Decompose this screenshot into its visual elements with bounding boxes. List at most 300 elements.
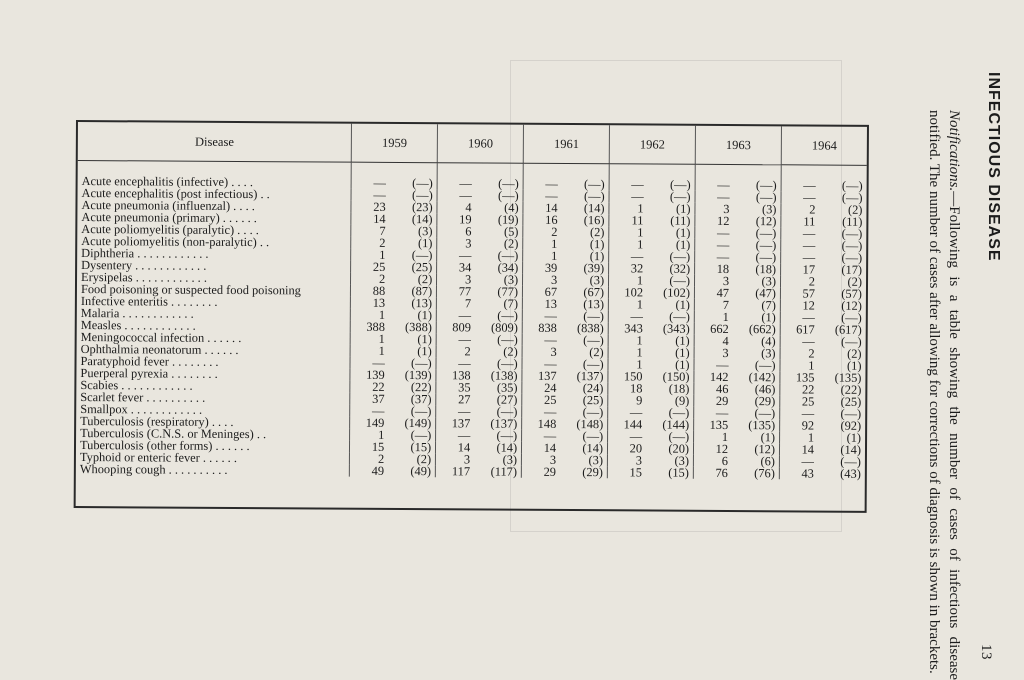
corrected-count: (—) xyxy=(411,356,432,371)
notified-count: 18 xyxy=(630,381,643,396)
corrected-count: (1) xyxy=(417,308,433,323)
notified-count: 12 xyxy=(717,213,730,228)
notified-count: — xyxy=(372,403,385,418)
notified-count: 1 xyxy=(636,345,643,360)
corrected-count: (2) xyxy=(589,345,604,360)
notified-count: 137 xyxy=(451,416,471,431)
corrected-count: (—) xyxy=(497,188,519,203)
notified-count: 23 xyxy=(373,199,386,214)
corrected-count: (39) xyxy=(583,261,605,276)
corrected-count: (—) xyxy=(496,404,518,419)
corrected-count: (22) xyxy=(840,382,862,397)
corrected-count: (3) xyxy=(502,452,518,467)
notified-count: 14 xyxy=(801,442,815,457)
notified-count: — xyxy=(715,405,729,420)
corrected-count: (3) xyxy=(761,202,777,217)
notified-count: 4 xyxy=(465,200,472,215)
corrected-count: (148) xyxy=(576,417,604,432)
corrected-count: (14) xyxy=(582,441,604,456)
notified-count: 3 xyxy=(465,236,472,251)
disease-name: Acute pneumonia (primary) . . . . . . xyxy=(77,211,351,225)
corrected-count: (4) xyxy=(504,200,519,215)
notified-count: — xyxy=(802,250,816,265)
corrected-count: (1) xyxy=(676,201,691,216)
corrected-count: (49) xyxy=(410,464,432,479)
notified-count: — xyxy=(802,334,815,349)
notified-count: 29 xyxy=(543,464,557,479)
corrected-count: (3) xyxy=(761,346,776,361)
notified-count: — xyxy=(717,189,730,204)
notified-count: 24 xyxy=(544,380,557,395)
year-cell xyxy=(437,163,523,190)
corrected-count: (3) xyxy=(418,224,433,239)
notified-count: 1 xyxy=(721,429,729,444)
section-heading: INFECTIOUS DISEASE xyxy=(985,72,1002,262)
header-1960: 1960 xyxy=(437,124,523,163)
notified-count: — xyxy=(801,454,814,469)
notified-count: 19 xyxy=(459,212,472,227)
corrected-count: (37) xyxy=(410,392,432,407)
notified-count: — xyxy=(457,428,471,443)
corrected-count: (139) xyxy=(404,368,432,383)
notified-count: 22 xyxy=(801,382,815,397)
notified-count: — xyxy=(544,332,557,347)
notified-count: 14 xyxy=(373,211,386,226)
header-disease: Disease xyxy=(78,122,352,162)
corrected-count: (22) xyxy=(410,380,432,395)
notified-count: — xyxy=(716,357,729,372)
corrected-count: (343) xyxy=(662,321,690,336)
notified-count: — xyxy=(803,190,816,205)
notified-count: 18 xyxy=(716,261,730,276)
corrected-count: (7) xyxy=(761,298,776,313)
corrected-count: (19) xyxy=(497,212,519,227)
notified-count: 2 xyxy=(551,224,558,239)
corrected-count: (—) xyxy=(840,454,861,469)
header-1959: 1959 xyxy=(351,124,437,163)
corrected-count: (838) xyxy=(576,321,604,336)
notified-count: 12 xyxy=(715,441,729,456)
notified-count: 1 xyxy=(808,358,815,373)
header-1962: 1962 xyxy=(609,125,695,164)
notified-count: 2 xyxy=(464,344,471,359)
disease-name: Erysipelas . . . . . . . . . . . . xyxy=(77,271,351,285)
corrected-count: (2) xyxy=(589,225,605,240)
corrected-count: (9) xyxy=(674,393,690,408)
corrected-count: (1) xyxy=(847,358,862,373)
disease-name: Measles . . . . . . . . . . . . xyxy=(77,319,351,333)
notified-count: 34 xyxy=(458,260,472,275)
corrected-count: (27) xyxy=(496,392,518,407)
intro-paragraph xyxy=(924,110,964,680)
corrected-count: (76) xyxy=(754,466,775,481)
disease-name: Tuberculosis (C.N.S. or Meninges) . . xyxy=(76,427,350,441)
rotated-page-header xyxy=(880,50,1010,680)
corrected-count: (2) xyxy=(417,272,433,287)
notified-count: 6 xyxy=(465,224,472,239)
corrected-count: (117) xyxy=(490,464,518,479)
corrected-count: (23) xyxy=(411,200,433,215)
corrected-count: (1) xyxy=(675,357,690,372)
notified-count: — xyxy=(802,310,815,325)
corrected-count: (2) xyxy=(503,236,519,251)
notified-count: 14 xyxy=(543,440,557,455)
notified-count: 2 xyxy=(808,274,816,289)
notified-count: 1 xyxy=(636,333,643,348)
year-cell xyxy=(351,162,437,189)
corrected-count: (29) xyxy=(754,394,776,409)
corrected-count: (—) xyxy=(583,309,604,324)
corrected-count: (—) xyxy=(841,226,863,241)
corrected-count: (18) xyxy=(668,381,690,396)
notified-count: 388 xyxy=(366,319,386,334)
notified-count: — xyxy=(630,309,643,324)
notified-count: 3 xyxy=(464,272,472,287)
corrected-count: (12) xyxy=(841,298,862,313)
notified-count: — xyxy=(544,356,557,371)
corrected-count: (35) xyxy=(496,380,518,395)
notified-count: — xyxy=(458,356,471,371)
year-cell xyxy=(693,467,779,480)
corrected-count: (—) xyxy=(669,177,691,192)
notified-count: 3 xyxy=(463,452,471,467)
corrected-count: (13) xyxy=(583,297,605,312)
corrected-count: (1) xyxy=(675,345,690,360)
corrected-count: (16) xyxy=(583,213,605,228)
notified-count: 7 xyxy=(464,296,472,311)
notified-count: 3 xyxy=(722,273,730,288)
corrected-count: (—) xyxy=(668,405,690,420)
notified-count: — xyxy=(373,175,386,190)
notified-count: 617 xyxy=(796,322,815,337)
notified-count: 37 xyxy=(372,391,385,406)
notified-count: 17 xyxy=(802,262,816,277)
notified-count: — xyxy=(629,405,643,420)
notified-count: 2 xyxy=(379,271,386,286)
notified-count: — xyxy=(803,178,816,193)
notified-count: 13 xyxy=(544,296,558,311)
notified-count: 77 xyxy=(458,284,472,299)
notified-count: — xyxy=(372,355,385,370)
notified-count: 662 xyxy=(710,321,729,336)
corrected-count: (3) xyxy=(503,272,519,287)
notified-count: 29 xyxy=(715,393,729,408)
disease-name: Acute poliomyelitis (non-paralytic) . . xyxy=(77,235,351,249)
notified-count: 2 xyxy=(379,235,386,250)
corrected-count: (17) xyxy=(841,262,863,277)
notified-count: 13 xyxy=(372,295,386,310)
notified-count: — xyxy=(458,308,472,323)
notified-count: 139 xyxy=(366,367,385,382)
corrected-count: (—) xyxy=(583,333,604,348)
corrected-count: (—) xyxy=(582,357,604,372)
corrected-count: (—) xyxy=(669,189,691,204)
corrected-count: (137) xyxy=(490,416,518,431)
corrected-count: (1) xyxy=(589,237,605,252)
corrected-count: (24) xyxy=(582,381,604,396)
notified-count: 88 xyxy=(372,283,386,298)
notified-count: 1 xyxy=(637,237,644,252)
notified-count: 135 xyxy=(709,417,729,432)
notified-count: 43 xyxy=(801,466,814,481)
disease-name: Meningococcal infection . . . . . . xyxy=(77,331,351,345)
notified-count: 49 xyxy=(371,463,385,478)
corrected-count: (—) xyxy=(755,238,777,253)
corrected-count: (388) xyxy=(405,320,432,335)
notified-count: 3 xyxy=(722,345,729,360)
corrected-count: (14) xyxy=(411,212,433,227)
disease-name: Paratyphoid fever . . . . . . . . xyxy=(76,355,350,369)
corrected-count: (135) xyxy=(834,370,862,385)
corrected-count: (32) xyxy=(669,261,691,276)
notified-count: 2 xyxy=(809,202,816,217)
corrected-count: (135) xyxy=(748,418,776,433)
corrected-count: (3) xyxy=(588,453,604,468)
notified-count: 117 xyxy=(451,464,471,479)
corrected-count: (47) xyxy=(755,286,776,301)
corrected-count: (46) xyxy=(754,382,776,397)
corrected-count: (1) xyxy=(417,332,432,347)
corrected-count: (—) xyxy=(412,176,433,191)
notified-count: 25 xyxy=(544,392,557,407)
notified-count: 1 xyxy=(807,430,815,445)
corrected-count: (1) xyxy=(417,344,432,359)
notified-count: 14 xyxy=(457,440,471,455)
corrected-count: (6) xyxy=(760,454,775,469)
corrected-count: (1) xyxy=(675,237,691,252)
notified-count: — xyxy=(545,188,558,203)
notified-count: 1 xyxy=(379,247,386,262)
disease-name: Tuberculosis (other forms) . . . . . . xyxy=(76,439,350,453)
notified-count: 25 xyxy=(372,259,386,274)
disease-name: Food poisoning or suspected food poisoning xyxy=(77,283,351,297)
corrected-count: (87) xyxy=(411,284,433,299)
corrected-count: (25) xyxy=(582,393,604,408)
corrected-count: (—) xyxy=(411,248,433,263)
corrected-count: (1) xyxy=(846,430,862,445)
notified-count: 20 xyxy=(629,441,643,456)
corrected-count: (—) xyxy=(498,176,519,191)
notified-count: — xyxy=(716,249,730,264)
corrected-count: (15) xyxy=(410,440,432,455)
corrected-count: (25) xyxy=(411,260,433,275)
corrected-count: (—) xyxy=(669,309,690,324)
notified-count: 102 xyxy=(624,285,644,300)
notified-count: 343 xyxy=(624,321,643,336)
corrected-count: (77) xyxy=(497,284,519,299)
year-cell xyxy=(609,164,695,191)
header-1961: 1961 xyxy=(523,125,609,164)
corrected-count: (—) xyxy=(583,189,605,204)
notified-count: — xyxy=(459,188,472,203)
corrected-count: (—) xyxy=(840,334,862,349)
corrected-count: (34) xyxy=(497,260,519,275)
corrected-count: (—) xyxy=(754,358,776,373)
notified-count: 39 xyxy=(544,260,558,275)
notified-count: — xyxy=(802,238,816,253)
corrected-count: (3) xyxy=(761,274,777,289)
notified-count: 138 xyxy=(451,368,471,383)
corrected-count: (25) xyxy=(840,394,862,409)
corrected-count: (1) xyxy=(675,333,690,348)
corrected-count: (150) xyxy=(662,369,690,384)
intro-lead: Notifications. xyxy=(946,110,962,192)
corrected-count: (—) xyxy=(496,356,518,371)
notified-count: 1 xyxy=(636,297,644,312)
notified-count: — xyxy=(716,237,730,252)
corrected-count: (—) xyxy=(668,429,690,444)
disease-name: Malaria . . . . . . . . . . . . xyxy=(77,307,351,321)
corrected-count: (—) xyxy=(497,248,519,263)
notified-count: 809 xyxy=(452,320,471,335)
corrected-count: (11) xyxy=(842,214,863,229)
notified-count: — xyxy=(801,406,815,421)
corrected-count: (67) xyxy=(583,285,605,300)
notified-count: 35 xyxy=(458,380,471,395)
table-header-row xyxy=(78,122,867,165)
corrected-count: (—) xyxy=(582,405,604,420)
notified-count: — xyxy=(716,225,730,240)
notified-count: — xyxy=(631,189,644,204)
notified-count: 1 xyxy=(636,357,643,372)
corrected-count: (144) xyxy=(662,417,690,432)
notified-count: 32 xyxy=(630,261,644,276)
corrected-count: (4) xyxy=(761,334,776,349)
corrected-count: (—) xyxy=(669,249,691,264)
intro-text: —Following is a table showing the number of cases of infectious disease notified. The number of cases after allowing for corrections of diagnosis is shown in brackets. xyxy=(926,110,962,680)
corrected-count: (—) xyxy=(841,178,863,193)
notified-count: 4 xyxy=(722,333,729,348)
year-cell xyxy=(436,465,522,478)
year-cell xyxy=(523,163,609,190)
disease-name: Infective enteritis . . . . . . . . xyxy=(77,295,351,309)
notified-count: 1 xyxy=(722,309,729,324)
disease-name: Scabies . . . . . . . . . . . . xyxy=(76,379,350,393)
notified-count: 137 xyxy=(537,368,557,383)
corrected-count: (2) xyxy=(847,202,863,217)
year-cell xyxy=(350,465,436,478)
corrected-count: (—) xyxy=(496,428,518,443)
year-cell xyxy=(607,466,693,479)
notified-count: 14 xyxy=(545,200,558,215)
notified-count: 27 xyxy=(458,392,471,407)
corrected-count: (13) xyxy=(411,296,433,311)
notified-count: 142 xyxy=(709,369,729,384)
corrected-count: (—) xyxy=(755,226,777,241)
disease-name: Puerperal pyrexia . . . . . . . . xyxy=(76,367,350,381)
corrected-count: (138) xyxy=(490,368,518,383)
notified-count: — xyxy=(544,308,557,323)
corrected-count: (137) xyxy=(576,369,604,384)
year-cell xyxy=(521,466,607,479)
corrected-count: (662) xyxy=(748,322,776,337)
notified-count: 15 xyxy=(371,439,385,454)
notified-count: 3 xyxy=(635,453,643,468)
notified-count: 1 xyxy=(378,307,386,322)
corrected-count: (2) xyxy=(503,344,518,359)
corrected-count: (—) xyxy=(669,273,691,288)
corrected-count: (1) xyxy=(589,249,605,264)
notified-count: 47 xyxy=(716,285,730,300)
corrected-count: (617) xyxy=(834,322,862,337)
corrected-count: (—) xyxy=(584,177,605,192)
corrected-count: (43) xyxy=(840,466,861,481)
corrected-count: (—) xyxy=(497,308,518,323)
notified-count: 1 xyxy=(637,201,644,216)
notified-count: 1 xyxy=(378,343,385,358)
corrected-count: (1) xyxy=(761,310,776,325)
corrected-count: (—) xyxy=(841,238,863,253)
corrected-count: (—) xyxy=(412,188,433,203)
corrected-count: (14) xyxy=(583,201,605,216)
notified-count: — xyxy=(373,187,386,202)
corrected-count: (11) xyxy=(670,213,691,228)
notified-count: 11 xyxy=(631,213,644,228)
notified-count: — xyxy=(459,176,472,191)
corrected-count: (—) xyxy=(410,428,432,443)
disease-name: Ophthalmia neonatorum . . . . . . xyxy=(77,343,351,357)
notifications-table xyxy=(74,120,869,513)
notified-count: 838 xyxy=(538,320,557,335)
notified-count: — xyxy=(629,429,643,444)
corrected-count: (—) xyxy=(582,429,604,444)
notified-count: 16 xyxy=(545,212,558,227)
corrected-count: (2) xyxy=(847,274,863,289)
corrected-count: (142) xyxy=(748,370,776,385)
notified-count: 46 xyxy=(715,381,729,396)
notified-count: 1 xyxy=(378,427,385,442)
disease-name: Smallpox . . . . . . . . . . . . xyxy=(76,403,350,417)
notified-count: 15 xyxy=(629,465,642,480)
notified-count: — xyxy=(543,428,557,443)
disease-name: Acute encephalitis (infective) . . . . xyxy=(78,161,352,189)
notified-count: 1 xyxy=(378,331,385,346)
corrected-count: (7) xyxy=(503,296,519,311)
notified-count: — xyxy=(545,176,558,191)
notified-count: 11 xyxy=(803,214,816,229)
notified-count: — xyxy=(802,226,816,241)
corrected-count: (102) xyxy=(663,285,691,300)
notified-count: — xyxy=(631,177,644,192)
year-cell xyxy=(695,164,781,191)
corrected-count: (12) xyxy=(754,442,776,457)
corrected-count: (—) xyxy=(410,404,432,419)
notified-count: 1 xyxy=(551,248,558,263)
corrected-count: (809) xyxy=(490,320,518,335)
corrected-count: (15) xyxy=(668,465,689,480)
disease-name: Tuberculosis (respiratory) . . . . xyxy=(76,415,350,429)
corrected-count: (—) xyxy=(755,190,777,205)
corrected-count: (149) xyxy=(404,416,432,431)
notified-count: 3 xyxy=(723,201,730,216)
notified-count: 7 xyxy=(379,223,386,238)
notified-count: 1 xyxy=(637,225,644,240)
notified-count: 150 xyxy=(623,369,643,384)
notified-count: 3 xyxy=(550,272,558,287)
corrected-count: (92) xyxy=(840,418,862,433)
notified-count: 12 xyxy=(802,298,815,313)
corrected-count: (14) xyxy=(496,440,518,455)
corrected-count: (3) xyxy=(589,273,605,288)
disease-name: Acute encephalitis (post infectious) . . xyxy=(78,187,352,201)
notified-count: 25 xyxy=(801,394,815,409)
table-body xyxy=(76,161,867,480)
corrected-count: (—) xyxy=(755,178,777,193)
notified-count: 7 xyxy=(722,297,729,312)
notified-count: 67 xyxy=(544,284,558,299)
disease-name: Acute pneumonia (influenzal) . . . . xyxy=(77,199,351,213)
notified-count: 149 xyxy=(365,415,385,430)
